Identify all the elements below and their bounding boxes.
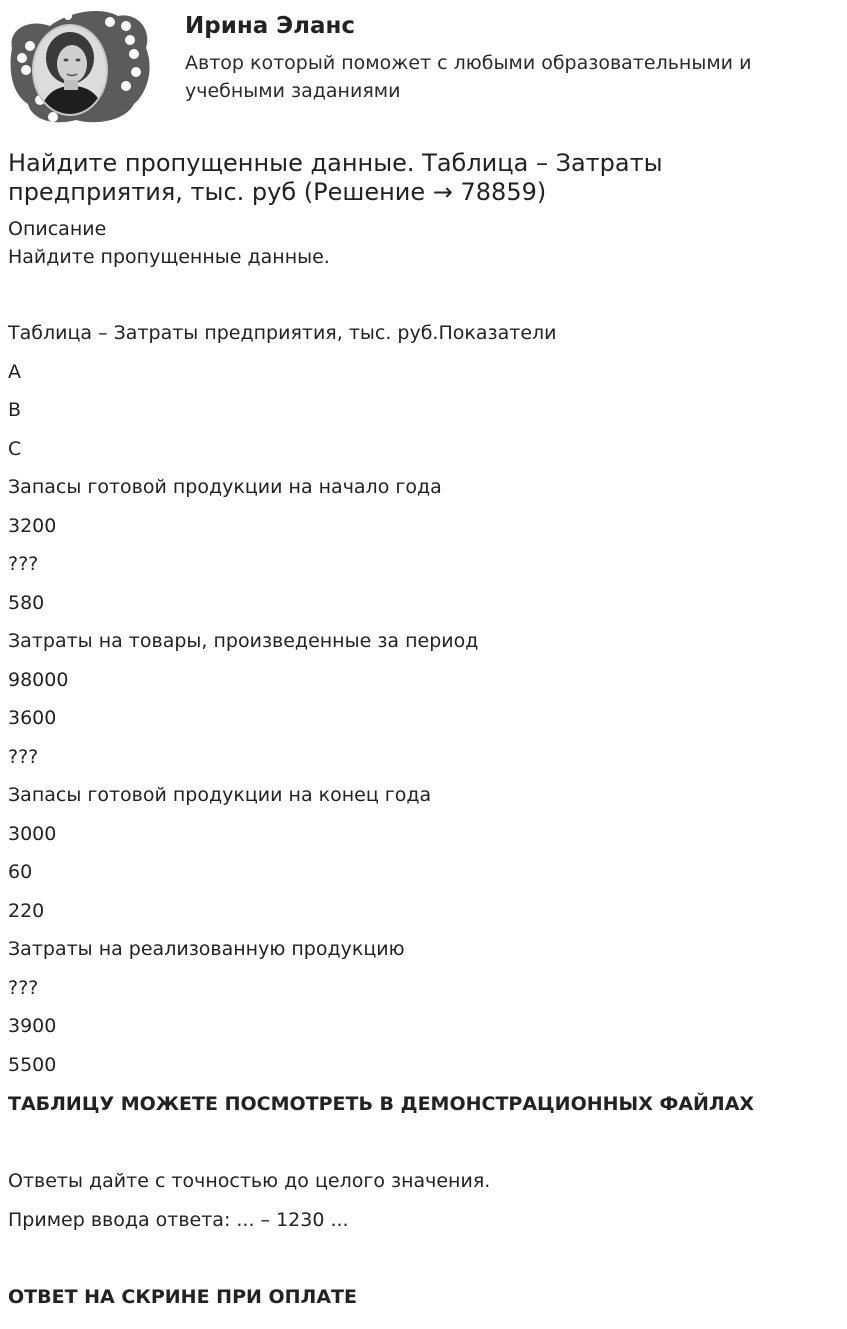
table-line: ??? <box>8 745 39 768</box>
table-line: 3600 <box>8 707 57 729</box>
table-line: C <box>8 437 22 460</box>
table-line: Таблица – Затраты предприятия, тыс. руб.Показатели <box>8 322 557 344</box>
table-line: Запасы готовой продукции на начало года <box>8 476 442 498</box>
table-line: 3200 <box>8 514 57 537</box>
table-line: 3000 <box>8 822 57 845</box>
table-line: 220 <box>8 899 45 922</box>
table-line: Затраты на реализованную продукцию <box>8 938 405 960</box>
accuracy-note: Ответы дайте с точностью до целого значения. <box>8 1170 491 1192</box>
table-lines <box>8 320 838 1090</box>
avatar-photo-frame <box>8 8 152 126</box>
table-line: B <box>8 399 22 421</box>
avatar[interactable] <box>8 8 152 126</box>
table-line: 5500 <box>8 1053 57 1076</box>
table-line: 98000 <box>8 668 69 691</box>
table-line: ??? <box>8 553 39 575</box>
table-line: 60 <box>8 861 33 883</box>
description-heading: Описание <box>8 218 107 240</box>
table-line: 3900 <box>8 1015 57 1037</box>
table-line: Запасы готовой продукции на конец года <box>8 784 432 806</box>
answer-notice: ОТВЕТ НА СКРИНЕ ПРИ ОПЛАТЕ <box>8 1286 357 1308</box>
example-note: Пример ввода ответа: ... – 1230 ... <box>8 1209 349 1231</box>
author-name[interactable]: Ирина Эланс <box>185 13 356 39</box>
author-description: Автор который поможет с любыми образовательными и учебными заданиями <box>185 52 752 102</box>
table-line: 580 <box>8 591 45 614</box>
page-title: Найдите пропущенные данные. Таблица – Затраты предприятия, тыс. руб (Решение → 78859) <box>8 149 663 206</box>
task-lead: Найдите пропущенные данные. <box>8 246 330 268</box>
table-line: A <box>8 360 21 383</box>
table-line: Затраты на товары, произведенные за период <box>8 630 479 652</box>
table-line: ??? <box>8 976 39 999</box>
author-card <box>0 0 847 140</box>
table-notice: ТАБЛИЦУ МОЖЕТЕ ПОСМОТРЕТЬ В ДЕМОНСТРАЦИОННЫХ ФАЙЛАХ <box>8 1093 755 1115</box>
